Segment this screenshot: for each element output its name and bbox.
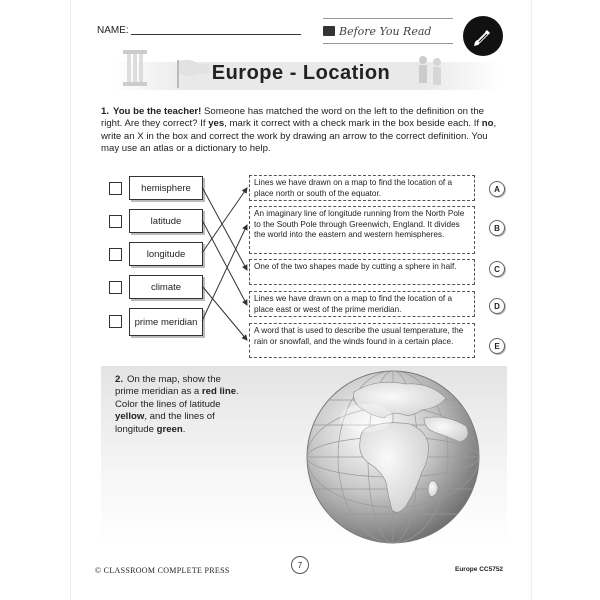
definition-c: One of the two shapes made by cutting a sphere in half. bbox=[249, 259, 475, 285]
page-title: Europe - Location bbox=[211, 62, 391, 84]
section-label-text: Before You Read bbox=[339, 24, 432, 38]
word-latitude: latitude bbox=[129, 209, 203, 233]
worksheet-page bbox=[70, 0, 532, 600]
globe-map[interactable] bbox=[306, 370, 480, 544]
word-longitude: longitude bbox=[129, 242, 203, 266]
definition-b: An imaginary line of longitude running from the North Pole to the South Pole through Greenwich, England. It divides the world into the eastern and western hemispheres. bbox=[249, 206, 475, 254]
page-number: 7 bbox=[291, 556, 309, 574]
name-label: NAME: bbox=[97, 25, 129, 36]
word-hemisphere: hemisphere bbox=[129, 176, 203, 200]
question-1-lead: You be the teacher! bbox=[113, 106, 202, 117]
letter-c: C bbox=[489, 261, 505, 277]
question-2-text: 2. On the map, show the prime meridian as a red line. Color the lines of latitude yellow, and the lines of longitude green. bbox=[115, 374, 239, 435]
letter-d: D bbox=[489, 298, 505, 314]
publisher-logo: © CLASSROOM COMPLETE PRESS bbox=[95, 566, 230, 575]
word-climate: climate bbox=[129, 275, 203, 299]
word-prime-meridian: prime meridian bbox=[129, 308, 203, 336]
product-code: Europe CC5752 bbox=[455, 566, 504, 573]
definition-d: Lines we have drawn on a map to find the location of a place east or west of the prime meridian. bbox=[249, 291, 475, 317]
definition-e: A word that is used to describe the usual temperature, the rain or snowfall, and the winds found in a certain place. bbox=[249, 323, 475, 358]
letter-b: B bbox=[489, 220, 505, 236]
question-1-text: 1. You be the teacher! Someone has matched the word on the left to the definition on the right. Are they correct? If yes, mark it correct with a check mark in the box beside each. If no, write an X in the box and correct the work by drawing an arrow to the correct definition. You may use an atlas or a dictionary to help. bbox=[101, 106, 497, 155]
letter-a: A bbox=[489, 181, 505, 197]
definition-a: Lines we have drawn on a map to find the location of a place north or south of the equator. bbox=[249, 175, 475, 201]
letter-e: E bbox=[489, 338, 505, 354]
